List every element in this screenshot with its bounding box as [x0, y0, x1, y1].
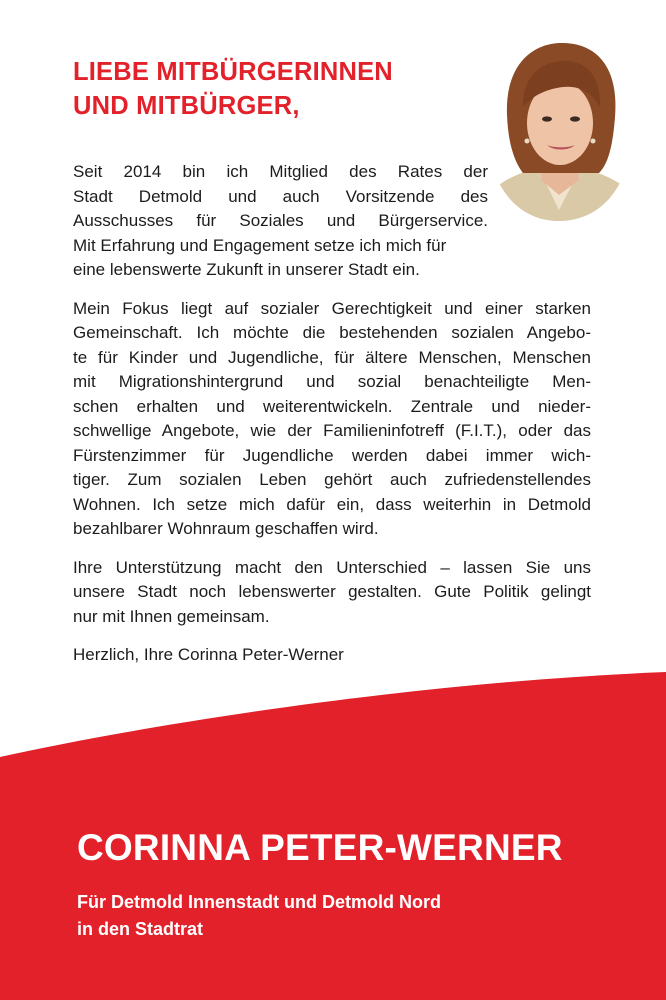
signoff: Herzlich, Ihre Corinna Peter-Werner — [73, 645, 344, 664]
text-line: Stadt Detmold und auch Vorsitzende des — [73, 186, 488, 206]
text-line: schwellige Angebote, wie der Familieninfotreff (F.I.T.), oder das — [73, 421, 591, 440]
text-line: Ausschusses für Soziales und Bürgerservice. — [73, 211, 488, 230]
text-line: Mein Fokus liegt auf sozialer Gerechtigkeit und einer starken — [73, 298, 591, 318]
headline-line-1: LIEBE MITBÜRGERINNEN — [73, 58, 393, 86]
letter-body — [73, 160, 593, 668]
text-line: Gemeinschaft. Ich möchte die bestehenden sozialen Angebo- — [73, 323, 591, 342]
text-line: Ihre Unterstützung macht den Unterschied – lassen Sie uns — [73, 557, 591, 577]
text-line: Wohnen. Ich setze mich dafür ein, dass weiterhin in Detmold — [73, 494, 591, 514]
text-line: Fürstenzimmer für Jugendliche werden dabei immer wich- — [73, 445, 591, 465]
candidate-subline — [77, 889, 441, 943]
text-line: Seit 2014 bin ich Mitglied des Rates der — [73, 162, 488, 181]
subline-1: Für Detmold Innenstadt und Detmold Nord — [77, 892, 441, 912]
support-paragraph — [73, 556, 591, 630]
text-line: mit Migrationshintergrund und sozial benachteiligte Men- — [73, 372, 591, 391]
text-line: schen erhalten und weiterentwickeln. Zentrale und nieder- — [73, 396, 591, 416]
greeting-headline — [73, 55, 473, 123]
focus-paragraph — [73, 297, 591, 542]
text-line: te für Kinder und Jugendliche, für ältere Menschen, Menschen — [73, 347, 591, 367]
text-line: nur mit Ihnen gemeinsam. — [73, 606, 270, 626]
text-line: eine lebenswerte Zukunft in unserer Stadt ein. — [73, 260, 420, 279]
intro-paragraph — [73, 160, 488, 283]
text-line: tiger. Zum sozialen Leben gehört auch zufriedenstellendes — [73, 470, 591, 489]
candidate-name: CORINNA PETER-WERNER — [77, 827, 563, 868]
subline-2: in den Stadtrat — [77, 919, 204, 939]
text-line: bezahlbarer Wohnraum geschaffen wird. — [73, 519, 379, 538]
text-line: unsere Stadt noch lebenswerter gestalten. Gute Politik gelingt — [73, 582, 591, 601]
text-line: Mit Erfahrung und Engagement setze ich mich für — [73, 235, 447, 255]
headline-line-2: UND MITBÜRGER, — [73, 92, 300, 120]
